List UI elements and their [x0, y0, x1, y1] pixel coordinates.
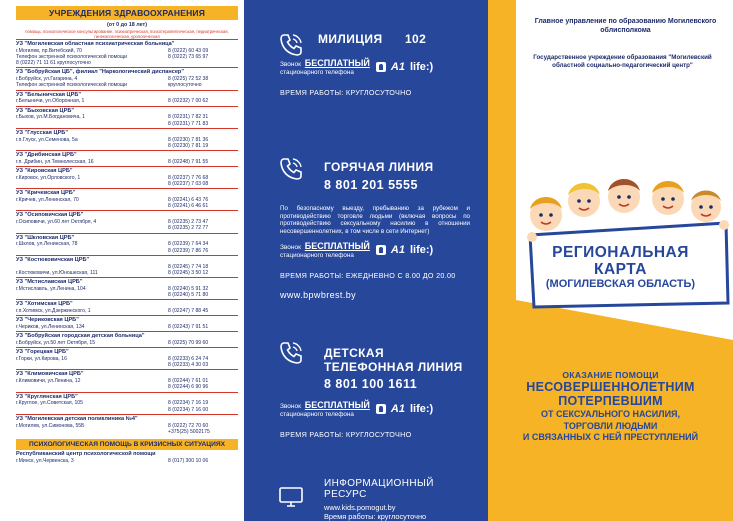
institution-name: УЗ "Глусская ЦРБ" [16, 129, 68, 136]
institution-address [16, 407, 168, 413]
institution-list [16, 39, 238, 436]
institution-address: г.Климовичи, ул.Ленина, 12 [16, 378, 81, 385]
institution-name: УЗ "Костюковичская ЦРБ" [16, 256, 90, 263]
institution-item [16, 210, 238, 232]
institution-name: УЗ "Кировская ЦРБ" [16, 168, 73, 175]
crisis-center-address: г.Минск, ул.Червенска, 3 [16, 457, 74, 464]
institution-phone: 8 (02245) 7 74 18 [168, 263, 209, 270]
phone-icon [278, 32, 304, 58]
left-panel [0, 0, 244, 521]
institution-item [16, 106, 238, 128]
institution-address [16, 121, 168, 127]
phone-icon [278, 340, 304, 366]
institution-phone: 8 (02244) 7 61 01 [168, 378, 209, 385]
free-call-row: Звонок БЕСПЛАТНЫЙ стационарного телефона A1 life:) [280, 400, 434, 418]
institution-address [16, 203, 168, 209]
institution-phone: 8 (0222) 60 43 09 [168, 47, 209, 54]
institution-phone: 8 (02245) 3 50 12 [168, 269, 209, 276]
institution-item [16, 128, 238, 150]
institution-address: г.Мстиславль, ул.Ленина, 104 [16, 285, 86, 292]
institution-address [16, 429, 168, 435]
life-logo: life:) [409, 61, 434, 73]
institution-phone: круглосуточно [168, 82, 202, 89]
institution-address [16, 225, 168, 231]
institution-phone: 8 (02240) 5 91 32 [168, 285, 209, 292]
institution-phone: 8 (02235) 2 72 77 [168, 225, 209, 232]
crisis-help-header: ПСИХОЛОГИЧЕСКАЯ ПОМОЩЬ В КРИЗИСНЫХ СИТУАЦИЯХ [16, 439, 238, 450]
info-title-2: РЕСУРС [324, 489, 367, 500]
institution-phone: 8 (02239) 7 64 34 [168, 241, 209, 248]
kids-line-number: 8 801 100 1611 [324, 377, 418, 391]
institution-item [16, 347, 238, 369]
mts-logo-icon [376, 62, 386, 72]
right-panel [488, 0, 733, 521]
institution-address [16, 143, 168, 149]
institution-address: г.Быхов, ул.М.Богдановича, 1 [16, 114, 85, 121]
info-site-link[interactable]: www.kids.pomogut.by [324, 503, 396, 512]
institution-address: г.Чериков, ул.Ленинская, 134 [16, 324, 85, 331]
health-institutions-header: УЧРЕЖДЕНИЯ ЗДРАВООХРАНЕНИЯ [16, 6, 238, 20]
institution-phone: 8 (02244) 6 90 96 [168, 384, 209, 391]
institution-address: г.п.Глуск, ул.Семенова, 5а [16, 136, 78, 143]
institution-item [16, 166, 238, 188]
institution-phone: 8 (0222) 72 70 60 [168, 422, 209, 429]
crisis-center [16, 450, 238, 465]
org-center: Государственное учреждение образования "Могилевский областной социально-педагогический центр" [533, 54, 712, 69]
kids-line-title-2: ТЕЛЕФОННАЯ ЛИНИЯ [324, 360, 463, 374]
institution-name: УЗ "Могилевская детская поликлиника №4" [16, 415, 138, 422]
institution-name: УЗ "Бобруйская городская детская больница" [16, 333, 145, 340]
institution-item [16, 315, 238, 331]
institution-address: г.Могилев, ул.Симонова, 55Б [16, 422, 85, 429]
institution-name: УЗ "Быховская ЦРБ" [16, 107, 75, 114]
institution-address: г.Бобруйск, ул.Гагарина, 4 [16, 76, 78, 83]
institution-item [16, 233, 238, 255]
hotline-description: По безопасному выезду, пребыванию за рубежом и противодействию торговле людьми (включая вопросы по противодействию сексуальному насилию в отношении несовершеннолетних, в том числе в сети Интернет) [280, 205, 470, 235]
institution-address [16, 292, 168, 298]
hotline-site-link[interactable]: www.bpwbrest.by [280, 290, 357, 300]
institution-phone: 8 (02237) 7 76 68 [168, 174, 209, 181]
police-title: МИЛИЦИЯ [318, 32, 383, 46]
kids-line-title-1: ДЕТСКАЯ [324, 346, 384, 360]
free-label: БЕСПЛАТНЫЙ [304, 58, 370, 68]
institution-name: УЗ "Бобруйская ЦБ", филиал "Наркологический диспансер" [16, 69, 185, 76]
institution-item [16, 392, 238, 414]
institution-name: УЗ "Горецкая ЦРБ" [16, 349, 69, 356]
institution-address: Телефон экстренной психологической помощи [16, 54, 127, 60]
institution-phone: 8 (02234) 7 16 19 [168, 400, 209, 407]
institution-address: г.Горки, ул.Кирова, 16 [16, 356, 67, 363]
institution-address [16, 362, 168, 368]
institution-address: г.Костюковичи, ул.Юношеская, 111 [16, 269, 98, 276]
title-line-2: КАРТА [594, 261, 647, 278]
institution-name: УЗ "Хотимская ЦРБ" [16, 301, 73, 308]
info-title-1: ИНФОРМАЦИОННЫЙ [324, 478, 434, 489]
institution-phone: 8 (02230) 7 81 19 [168, 142, 209, 149]
institution-address: Телефон экстренной психологической помощи [16, 82, 127, 89]
institution-phone: 8 (02240) 5 71 80 [168, 292, 209, 299]
info-hours: Время работы: круглосуточно [324, 512, 427, 521]
institution-address: г.Кричев, ул.Ленинская, 70 [16, 197, 79, 204]
institution-name: УЗ "Шкловская ЦРБ" [16, 234, 75, 241]
title-line-1: РЕГИОНАЛЬНАЯ [552, 244, 689, 261]
institution-item [16, 331, 238, 347]
police-hours: ВРЕМЯ РАБОТЫ: КРУГЛОСУТОЧНО [280, 88, 412, 97]
institution-name: УЗ "Климовичская ЦРБ" [16, 371, 84, 378]
purpose-text: ОКАЗАНИЕ ПОМОЩИ НЕСОВЕРШЕННОЛЕТНИМ ПОТЕРПЕВШИМ ОТ СЕКСУАЛЬНОГО НАСИЛИЯ, ТОРГОВЛИ ЛЮДЬМИ И СВЯЗАННЫХ С НЕЙ ПРЕСТУПЛЕНИЙ [522, 370, 699, 442]
middle-panel [244, 0, 488, 521]
institution-name: УЗ "Чериковская ЦРБ" [16, 317, 79, 324]
police-block [280, 30, 470, 130]
institution-phone: 8 (02231) 7 82 31 [168, 114, 209, 121]
info-resource-block [280, 478, 470, 521]
institution-phone: 8 (02247) 7 88 45 [168, 308, 209, 315]
institution-phone: 8 (02239) 7 86 76 [168, 247, 209, 254]
crisis-center-phone: 8 (017) 300 10 06 [168, 457, 209, 464]
institution-address [16, 248, 168, 254]
phone-icon [278, 156, 304, 182]
institution-phone: 8 (02237) 7 03 08 [168, 181, 209, 188]
institution-item [16, 255, 238, 277]
hotline-title: ГОРЯЧАЯ ЛИНИЯ [324, 160, 434, 174]
regional-map-title [522, 244, 719, 291]
institution-name: УЗ "Круглянская ЦРБ" [16, 393, 78, 400]
institution-item [16, 299, 238, 315]
institution-phone [168, 60, 238, 66]
institution-phone: 8 (02241) 6 43 76 [168, 197, 209, 204]
institution-phone: 8 (02248) 7 91 55 [168, 158, 209, 165]
institution-phone: 8 (02233) 6 24 74 [168, 356, 209, 363]
institution-item [16, 277, 238, 299]
free-call-row: Звонок БЕСПЛАТНЫЙ стационарного телефона A1 life:) [280, 241, 434, 259]
mts-logo-icon [376, 404, 386, 414]
institution-phone: 8 (0222) 73 65 97 [168, 54, 209, 60]
institution-phone: 8 (02234) 7 16 00 [168, 406, 209, 413]
institution-name: УЗ "Кричевская ЦРБ" [16, 190, 76, 197]
institution-item [16, 67, 238, 89]
institution-item [16, 150, 238, 166]
kids-line-hours: ВРЕМЯ РАБОТЫ: КРУГЛОСУТОЧНО [280, 430, 412, 439]
institution-name: УЗ "Осиповичская ЦРБ" [16, 212, 84, 219]
age-range: (от 0 до 18 лет) [106, 22, 147, 28]
institution-phone: 8 (02241) 6 46 61 [168, 203, 209, 210]
institution-phone: 8 (02230) 7 81 36 [168, 136, 209, 143]
kids-line-block [280, 346, 470, 456]
institution-phone: +375(25) 5002175 [168, 428, 210, 435]
institution-address: г.Шклов, ул.Ленинская, 78 [16, 241, 78, 248]
institution-phone: 8 (02232) 7 00 62 [168, 98, 209, 105]
help-types-note: помощь: психологическое консультирование, психиатрическая, психотерапевтическая, педиатрическая, гинекологическая, урологическая [25, 29, 229, 39]
institution-item [16, 369, 238, 391]
org-main-directorate: Главное управление по образованию Могилевского облисполкома [534, 18, 717, 34]
institution-address: г.Белыничи, ул.Оборонная, 1 [16, 98, 85, 105]
institution-item [16, 39, 238, 67]
a1-logo: A1 [390, 61, 405, 73]
institution-phone: 8 (02235) 2 73 47 [168, 219, 209, 226]
institution-address: г.Круглое, ул.Советская, 105 [16, 400, 83, 407]
institution-item [16, 414, 238, 436]
hotline-number: 8 801 201 5555 [324, 178, 418, 192]
institution-phone: 8 (02233) 4 30 03 [168, 362, 209, 369]
free-call-row: Звонок БЕСПЛАТНЫЙ стационарного телефона A1 life:) [280, 58, 434, 76]
mts-logo-icon [376, 245, 386, 255]
institution-name: УЗ "Белыничская ЦРБ" [16, 91, 82, 98]
police-number: 102 [404, 32, 427, 46]
institution-phone: 8 (0225) 72 52 38 [168, 76, 209, 83]
title-region: (МОГИЛЕВСКАЯ ОБЛАСТЬ) [545, 278, 696, 290]
institution-phone: 8 (02243) 7 91 51 [168, 324, 209, 331]
institution-name: УЗ "Дрибинская ЦРБ" [16, 152, 77, 159]
institution-name: УЗ "Мстиславская ЦРБ" [16, 279, 83, 286]
institution-address [16, 384, 168, 390]
institution-phone: 8 (02231) 7 71 83 [168, 120, 209, 127]
institution-address: г.Кировск, ул.Орловского, 1 [16, 174, 81, 181]
institution-address: г.Могилев, пр.Витебский, 70 [16, 47, 82, 54]
monitor-icon [278, 484, 304, 510]
institution-address: г.Бобруйск, ул.50 лет Октября, 15 [16, 340, 96, 347]
institution-address: г.Осиповичи, ул.60 лет Октября, 4 [16, 219, 97, 226]
hotline-block [280, 160, 470, 320]
institution-phone: 8 (0225) 70 99 60 [168, 340, 209, 347]
institution-item [16, 90, 238, 106]
institution-address: г.п.Хотимск, ул.Дзержинского, 1 [16, 308, 91, 315]
crisis-center-name: Республиканский центр психологической помощи [16, 451, 156, 458]
institution-address: г.п. Дрибин, ул.Темнолесская, 16 [16, 158, 94, 165]
institution-address [16, 181, 168, 187]
institution-name: УЗ "Могилевская областная психиатрическая больница" [16, 41, 175, 47]
institution-address: 8 (0222) 71 11 61 круглосуточно [16, 60, 91, 67]
institution-item [16, 188, 238, 210]
hotline-hours: ВРЕМЯ РАБОТЫ: ЕЖЕДНЕВНО С 8.00 ДО 20.00 [280, 271, 456, 280]
